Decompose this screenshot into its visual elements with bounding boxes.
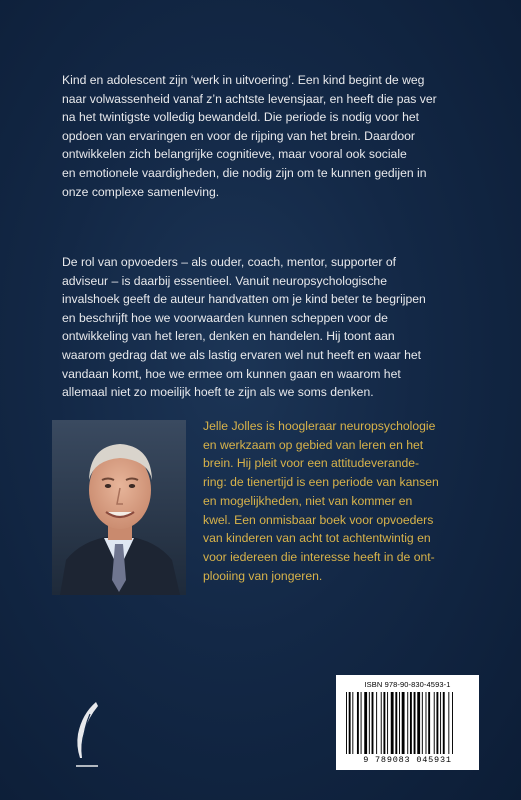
barcode-bar <box>372 692 374 754</box>
bio-line: en mogelijkheden, niet van kommer en <box>203 493 413 508</box>
barcode-bar <box>391 692 394 754</box>
barcode-bar <box>448 692 449 754</box>
blurb-line: opdoen van ervaringen en voor de rijping van het brein. Daardoor <box>62 128 415 143</box>
blurb-line: ontwikkeling van het leren, denken en handelen. Hij toont aan <box>62 329 395 344</box>
barcode-digits: 9 789083 045931 <box>363 755 452 765</box>
blurb-line: naar volwassenheid vanaf z’n achtste levensjaar, en heeft die pas ver <box>62 91 437 106</box>
bio-line: Jelle Jolles is hoogleraar neuropsychologie <box>203 419 436 433</box>
barcode-bar <box>434 692 435 754</box>
barcode-bar <box>436 692 438 754</box>
barcode-bar <box>414 692 416 754</box>
barcode-bars <box>344 692 471 754</box>
barcode-bar <box>387 692 388 754</box>
barcode-bar <box>428 692 430 754</box>
barcode-bar <box>346 692 347 754</box>
barcode-bar <box>410 692 412 754</box>
bio-line: en werkzaam op gebied van leren en het <box>203 437 424 452</box>
author-photo <box>52 420 186 595</box>
barcode-bar <box>349 692 351 754</box>
blurb-line: De rol van opvoeders – als ouder, coach, mentor, supporter of <box>62 255 396 269</box>
barcode-bar <box>376 692 377 754</box>
blurb-line: vandaan komt, hoe we ermee om kunnen gaan en waarom het <box>62 366 401 381</box>
barcode-bar <box>381 692 382 754</box>
blurb-line: na het twintigste volledig bewandeld. Die periode is nodig voor het <box>62 110 420 125</box>
barcode-bar <box>369 692 370 754</box>
barcode-bar <box>417 692 420 754</box>
author-bio <box>203 417 503 585</box>
quill-logo-icon <box>70 700 104 770</box>
bio-line: kwel. Een onmisbaar boek voor opvoeders <box>203 512 434 527</box>
isbn-label: ISBN 978-90-830-4593-1 <box>364 680 451 689</box>
bio-line: ring: de tienertijd is een periode van kansen <box>203 475 439 490</box>
barcode-bar <box>452 692 453 754</box>
blurb-paragraph-1 <box>62 71 482 201</box>
barcode-bar <box>440 692 441 754</box>
barcode-bar <box>426 692 427 754</box>
blurb-line: en emotionele vaardigheden, die nodig zijn om te kunnen gedijen in <box>62 165 427 180</box>
barcode-bar <box>357 692 359 754</box>
barcode-bar <box>402 692 405 754</box>
bio-line: brein. Hij pleit voor een attitudeverande- <box>203 456 420 471</box>
bio-line: voor iedereen die interesse heeft in de ont- <box>203 549 435 564</box>
blurb-line: en beschrijft hoe we voorwaarden kunnen scheppen voor de <box>62 310 388 325</box>
barcode-bar <box>407 692 408 754</box>
barcode-bar <box>352 692 353 754</box>
blurb-line: adviseur – is daarbij essentieel. Vanuit neuropsychologische <box>62 273 387 288</box>
blurb-line: invalshoek geeft de auteur handvatten om je kind beter te begrijpen <box>62 292 426 307</box>
barcode-bar <box>364 692 367 754</box>
blurb-line: onze complexe samenleving. <box>62 184 220 199</box>
blurb-line: waarom gedrag dat we als lastig ervaren wel nut heeft en waar het <box>62 347 422 362</box>
bio-line: van kinderen van acht tot achtentwintig en <box>203 531 431 546</box>
barcode-bar <box>443 692 445 754</box>
blurb-line: ontwikkelen zich belangrijke cognitieve, maar vooral ook sociale <box>62 147 407 162</box>
blurb-line: Kind en adolescent zijn ‘werk in uitvoering’. Een kind begint de weg <box>62 73 425 87</box>
bio-line: plooiing van jongeren. <box>203 568 323 583</box>
blurb-paragraph-2 <box>62 253 482 402</box>
barcode-bar <box>399 692 400 754</box>
barcode-bar <box>383 692 385 754</box>
blurb-line: allemaal niet zo moeilijk hoeft te zijn als we soms denken. <box>62 385 374 400</box>
barcode-bar <box>422 692 423 754</box>
barcode-bar <box>395 692 397 754</box>
barcode-bar <box>361 692 362 754</box>
author-portrait-illustration <box>52 420 186 595</box>
isbn-barcode <box>336 675 479 770</box>
